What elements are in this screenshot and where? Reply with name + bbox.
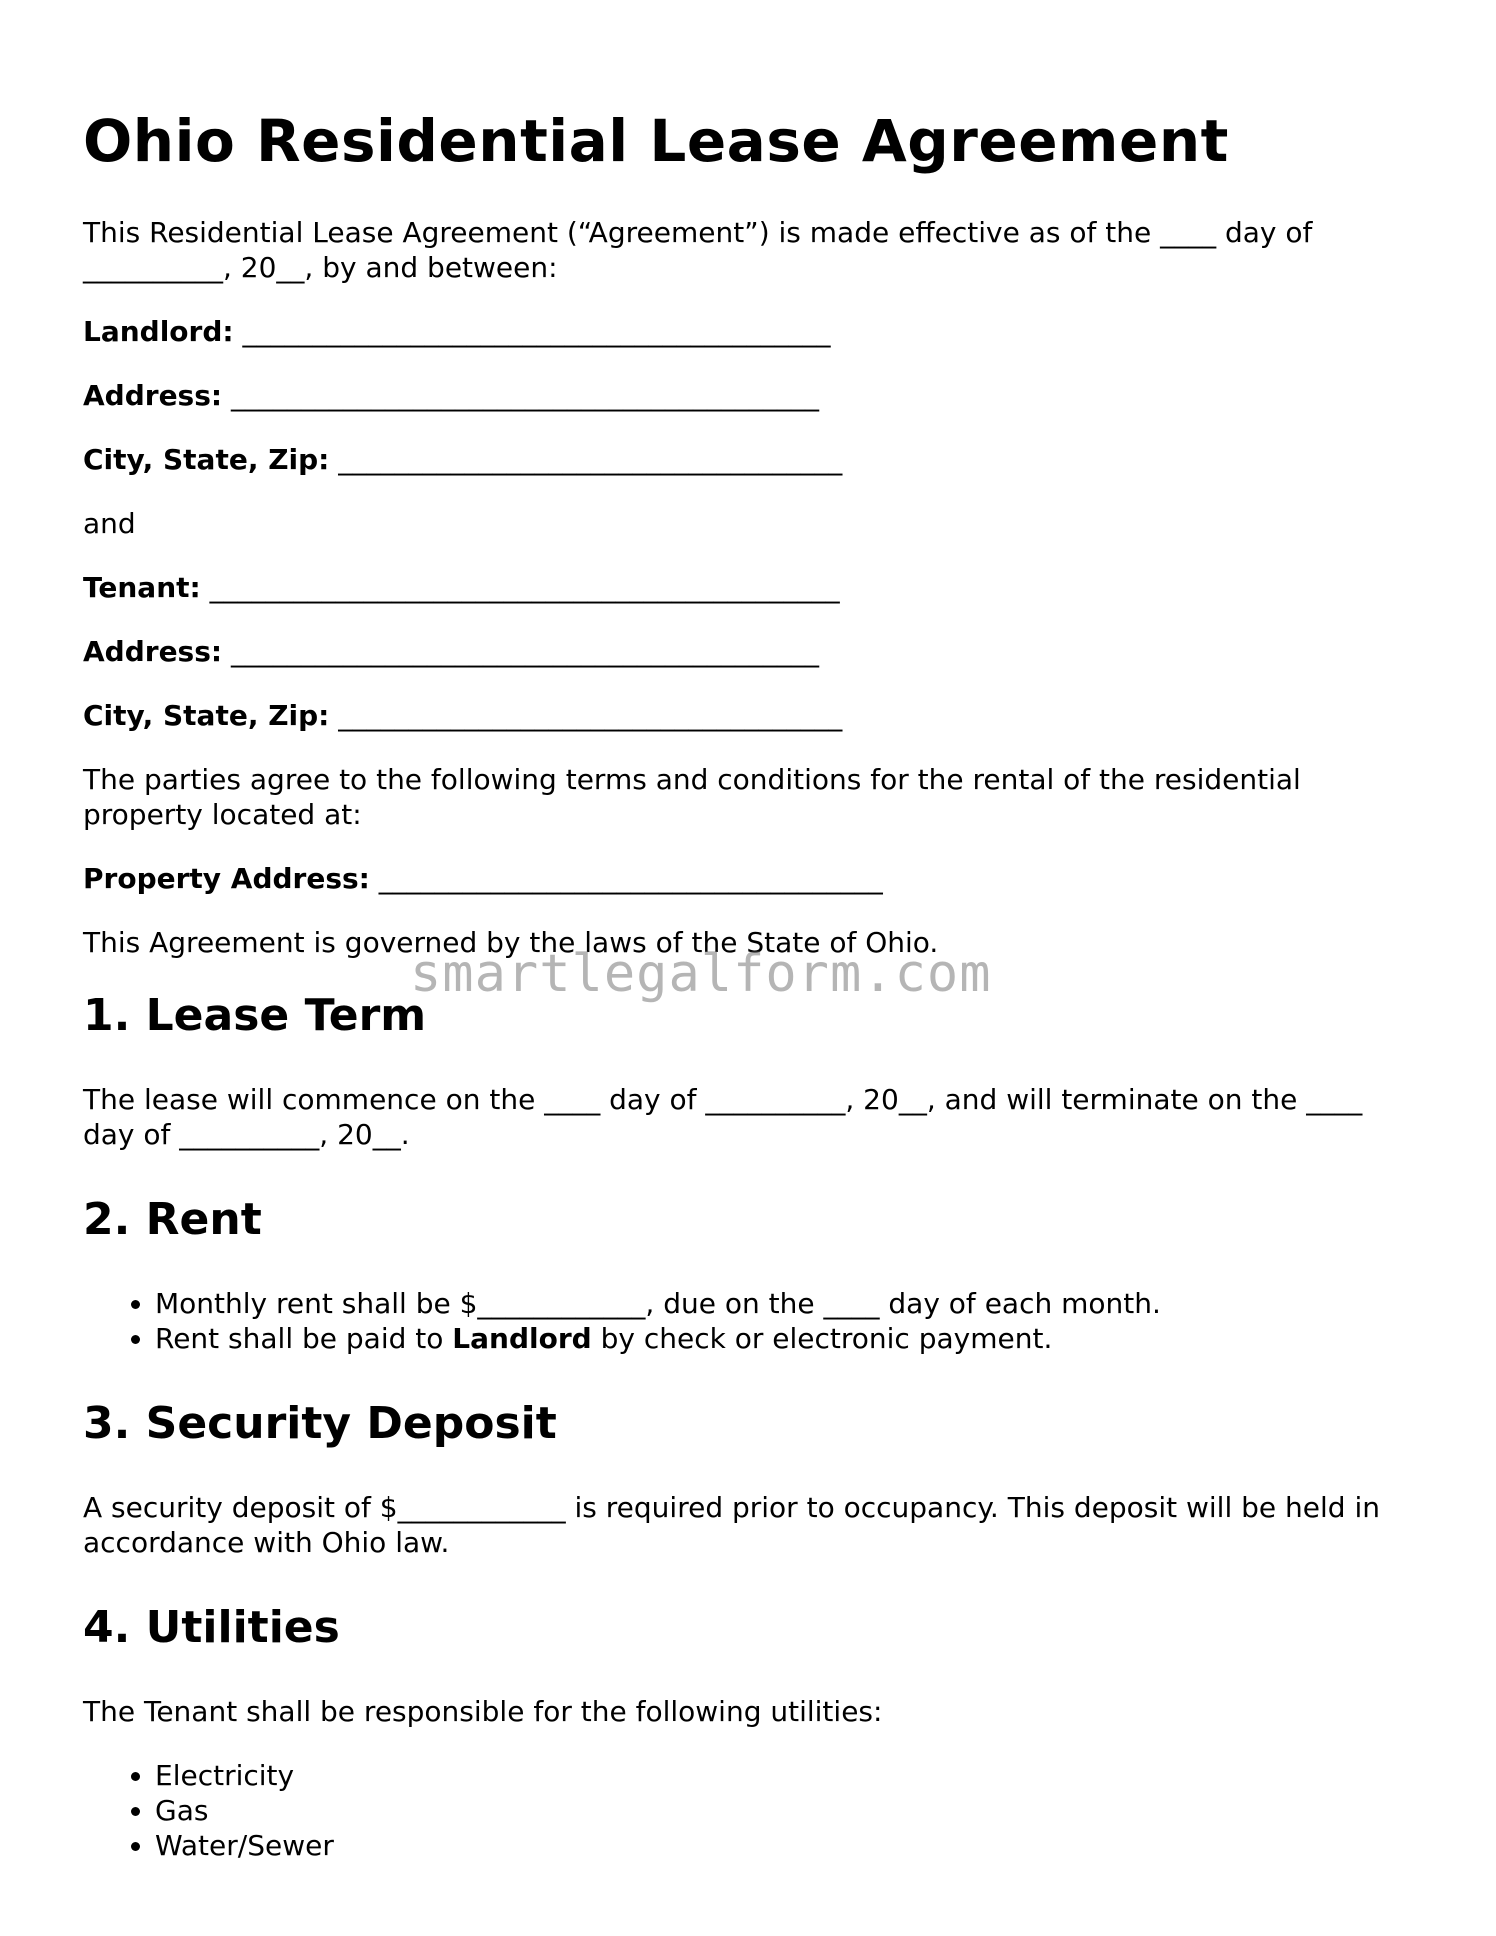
and-text: and	[83, 507, 136, 540]
utilities-list-item: • Electricity	[155, 1758, 1413, 1793]
rent-list-item-amount: • Monthly rent shall be $____________, due on the ____ day of each month.	[155, 1286, 1413, 1321]
rent-payment-text-post: by check or electronic payment.	[591, 1322, 1053, 1355]
section-utilities-heading: 4. Utilities	[83, 1602, 340, 1653]
landlord-address-label: Address:	[83, 379, 223, 412]
landlord-blank: __________________________________________	[242, 315, 831, 348]
tenant-city-label: City, State, Zip:	[83, 699, 330, 732]
section-utilities-text: The Tenant shall be responsible for the following utilities:	[83, 1695, 883, 1728]
property-address-field	[83, 861, 1413, 896]
utilities-list-item: • Gas	[155, 1793, 1413, 1828]
landlord-city-blank: ____________________________________	[338, 443, 843, 476]
document-title: Ohio Residential Lease Agreement	[83, 107, 1229, 175]
section-deposit-text: A security deposit of $____________ is required prior to occupancy. This deposit will be held in accordance with Ohio law.	[83, 1491, 1380, 1559]
tenant-blank: _____________________________________________	[209, 571, 840, 604]
tenant-label: Tenant:	[83, 571, 201, 604]
landlord-city-label: City, State, Zip:	[83, 443, 330, 476]
section-lease-term-text: The lease will commence on the ____ day of __________, 20__, and will terminate on the ____ day of __________, 20__.	[83, 1083, 1363, 1151]
tenant-field	[83, 570, 1413, 605]
governed-paragraph: This Agreement is governed by the laws of the State of Ohio.	[83, 926, 939, 959]
rent-list	[83, 1286, 1413, 1356]
tenant-city-field	[83, 698, 1413, 733]
tenant-address-label: Address:	[83, 635, 223, 668]
section-lease-term-heading: 1. Lease Term	[83, 990, 427, 1041]
landlord-address-field	[83, 378, 1413, 413]
rent-payment-landlord: Landlord	[452, 1322, 592, 1355]
landlord-city-field	[83, 442, 1413, 477]
landlord-address-blank: __________________________________________	[231, 379, 819, 412]
landlord-field	[83, 314, 1413, 349]
rent-list-item-payment	[155, 1321, 1413, 1356]
property-address-blank: ____________________________________	[378, 862, 883, 895]
utilities-list-item: • Water/Sewer	[155, 1828, 1413, 1863]
rent-payment-text-pre: Rent shall be paid to	[155, 1322, 453, 1355]
intro-paragraph: This Residential Lease Agreement (“Agreement”) is made effective as of the ____ day of __________, 20__, by and between:	[83, 216, 1313, 284]
section-rent-heading: 2. Rent	[83, 1194, 262, 1245]
parties-paragraph: The parties agree to the following terms and conditions for the rental of the residential property located at:	[83, 763, 1301, 831]
property-address-label: Property Address:	[83, 862, 370, 895]
tenant-address-field	[83, 634, 1413, 669]
section-deposit-heading: 3. Security Deposit	[83, 1398, 557, 1449]
landlord-label: Landlord:	[83, 315, 234, 348]
tenant-address-blank: __________________________________________	[231, 635, 819, 668]
watermark-text: smartlegalform.com	[410, 944, 992, 1004]
tenant-city-blank: ____________________________________	[338, 699, 843, 732]
utilities-list	[83, 1758, 1413, 1863]
